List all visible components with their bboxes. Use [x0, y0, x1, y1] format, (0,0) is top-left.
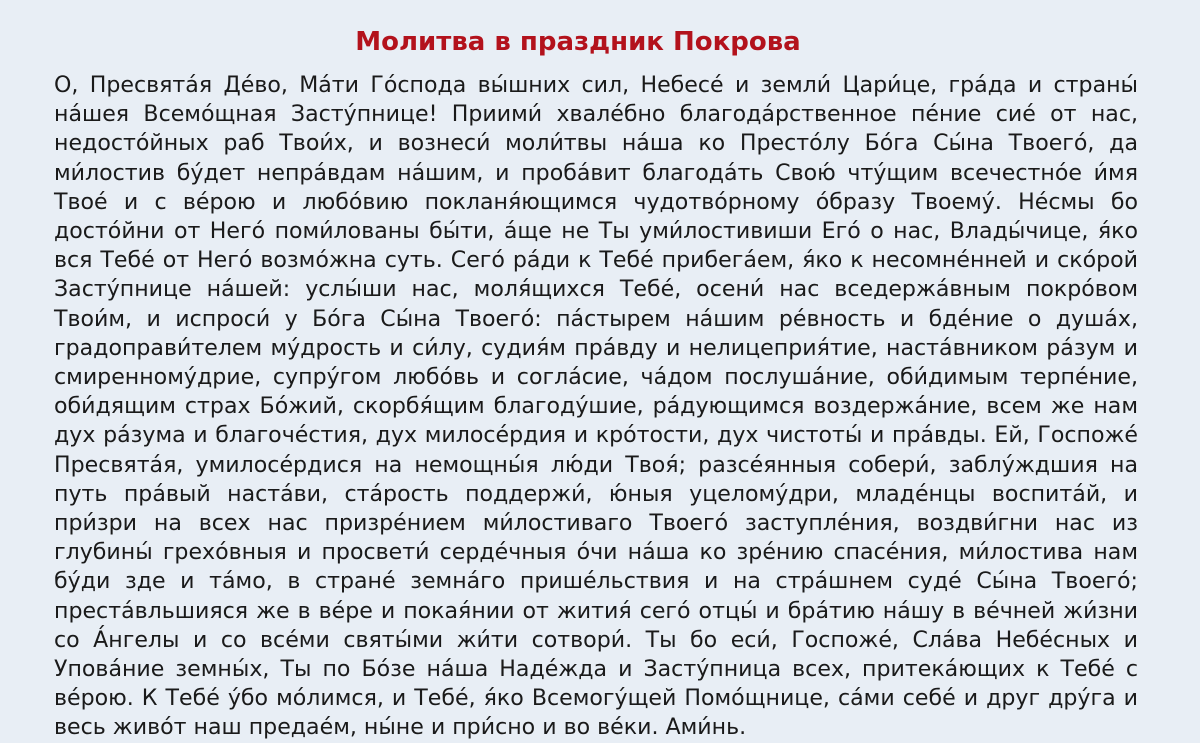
page-title: Молитва в праздник Покрова [355, 27, 801, 57]
prayer-text: О, Пресвята́я Де́во, Ма́ти Го́спода вы́шних сил, Небесе́ и земли́ Цари́це, гра́да и страны́ на́шея Всемо́щная Засту́пнице! Приими́ хвале́бно благода́рственное пе́ние сие́ от нас, недосто́йных раб Твои́х, и вознеси́ моли́твы на́ша ко Престо́лу Бо́га Сы́на Твоего́, да ми́лостив бу́дет непра́вдам на́шим, и проба́вит благода́ть Свою́ чту́щим всечестно́е и́мя Твое́ и с ве́рою и любо́вию покланя́ющимся чудотво́рному о́бразу Твоему́. Не́смы бо досто́йни от Него́ поми́лованы бы́ти, а́ще не Ты уми́лостивиши Его́ о нас, Влады́чице, я́ко вся Тебе́ от Него́ возмо́жна суть. Сего́ ра́ди к Тебе́ прибега́ем, я́ко к несомне́нней и ско́рой Засту́пнице на́шей: услы́ши нас, моля́щихся Тебе́, осени́ нас вседержа́вным покро́вом Твои́м, и испроси́ у Бо́га Сы́на Твоего́: па́стырем на́шим ре́вность и бде́ние о душа́х, градоправи́телем му́дрость и си́лу, судия́м пра́вду и нелицеприя́тие, наста́вником ра́зум и смиренному́дрие, супру́гом любо́вь и согла́сие, ча́дом послуша́ние, оби́димым терпе́ние, оби́дящим страх Бо́жий, скорбя́щим благоду́шие, ра́дующимся воздержа́ние, всем же нам дух ра́зума и благоче́стия, дух милосе́рдия и кро́тости, дух чистоты́ и пра́вды. Ей, Госпоже́ Пресвята́я, умилосе́рдися на немощны́я лю́ди Твоя́; разсе́янныя собери́, заблу́ждшия на путь пра́вый наста́ви, ста́рость поддержи́, ю́ныя уцелому́дри, младе́нцы воспита́й, и при́зри на всех нас призре́нием ми́лостиваго Твоего́ заступле́ния, воздви́гни нас из глубины́ грехо́вныя и просвети́ серде́чныя о́чи на́ша ко зре́нию спасе́ния, ми́лостива нам бу́ди зде и та́мо, в стране́ земна́го прише́льствия и на стра́шнем суде́ Сы́на Твоего́; преста́вльшияся же в ве́ре и покая́нии от жития́ сего́ отцы́ и бра́тию на́шу в ве́чней жи́зни со А́нгелы и со все́ми святы́ми жи́ти сотвори́. Ты бо еси́, Госпоже́, Сла́ва Небе́сных и Упова́ние земны́х, Ты по Бо́зе на́ша Наде́жда и Засту́пница всех, притека́ющих к Тебе́ с ве́рою. К Тебе́ у́бо мо́лимся, и Тебе́, я́ко Всемогу́щей Помо́щнице, са́ми себе́ и друг дру́га и весь живо́т наш предае́м, ны́не и при́сно и во ве́ки. Ами́нь. [54, 72, 1138, 741]
